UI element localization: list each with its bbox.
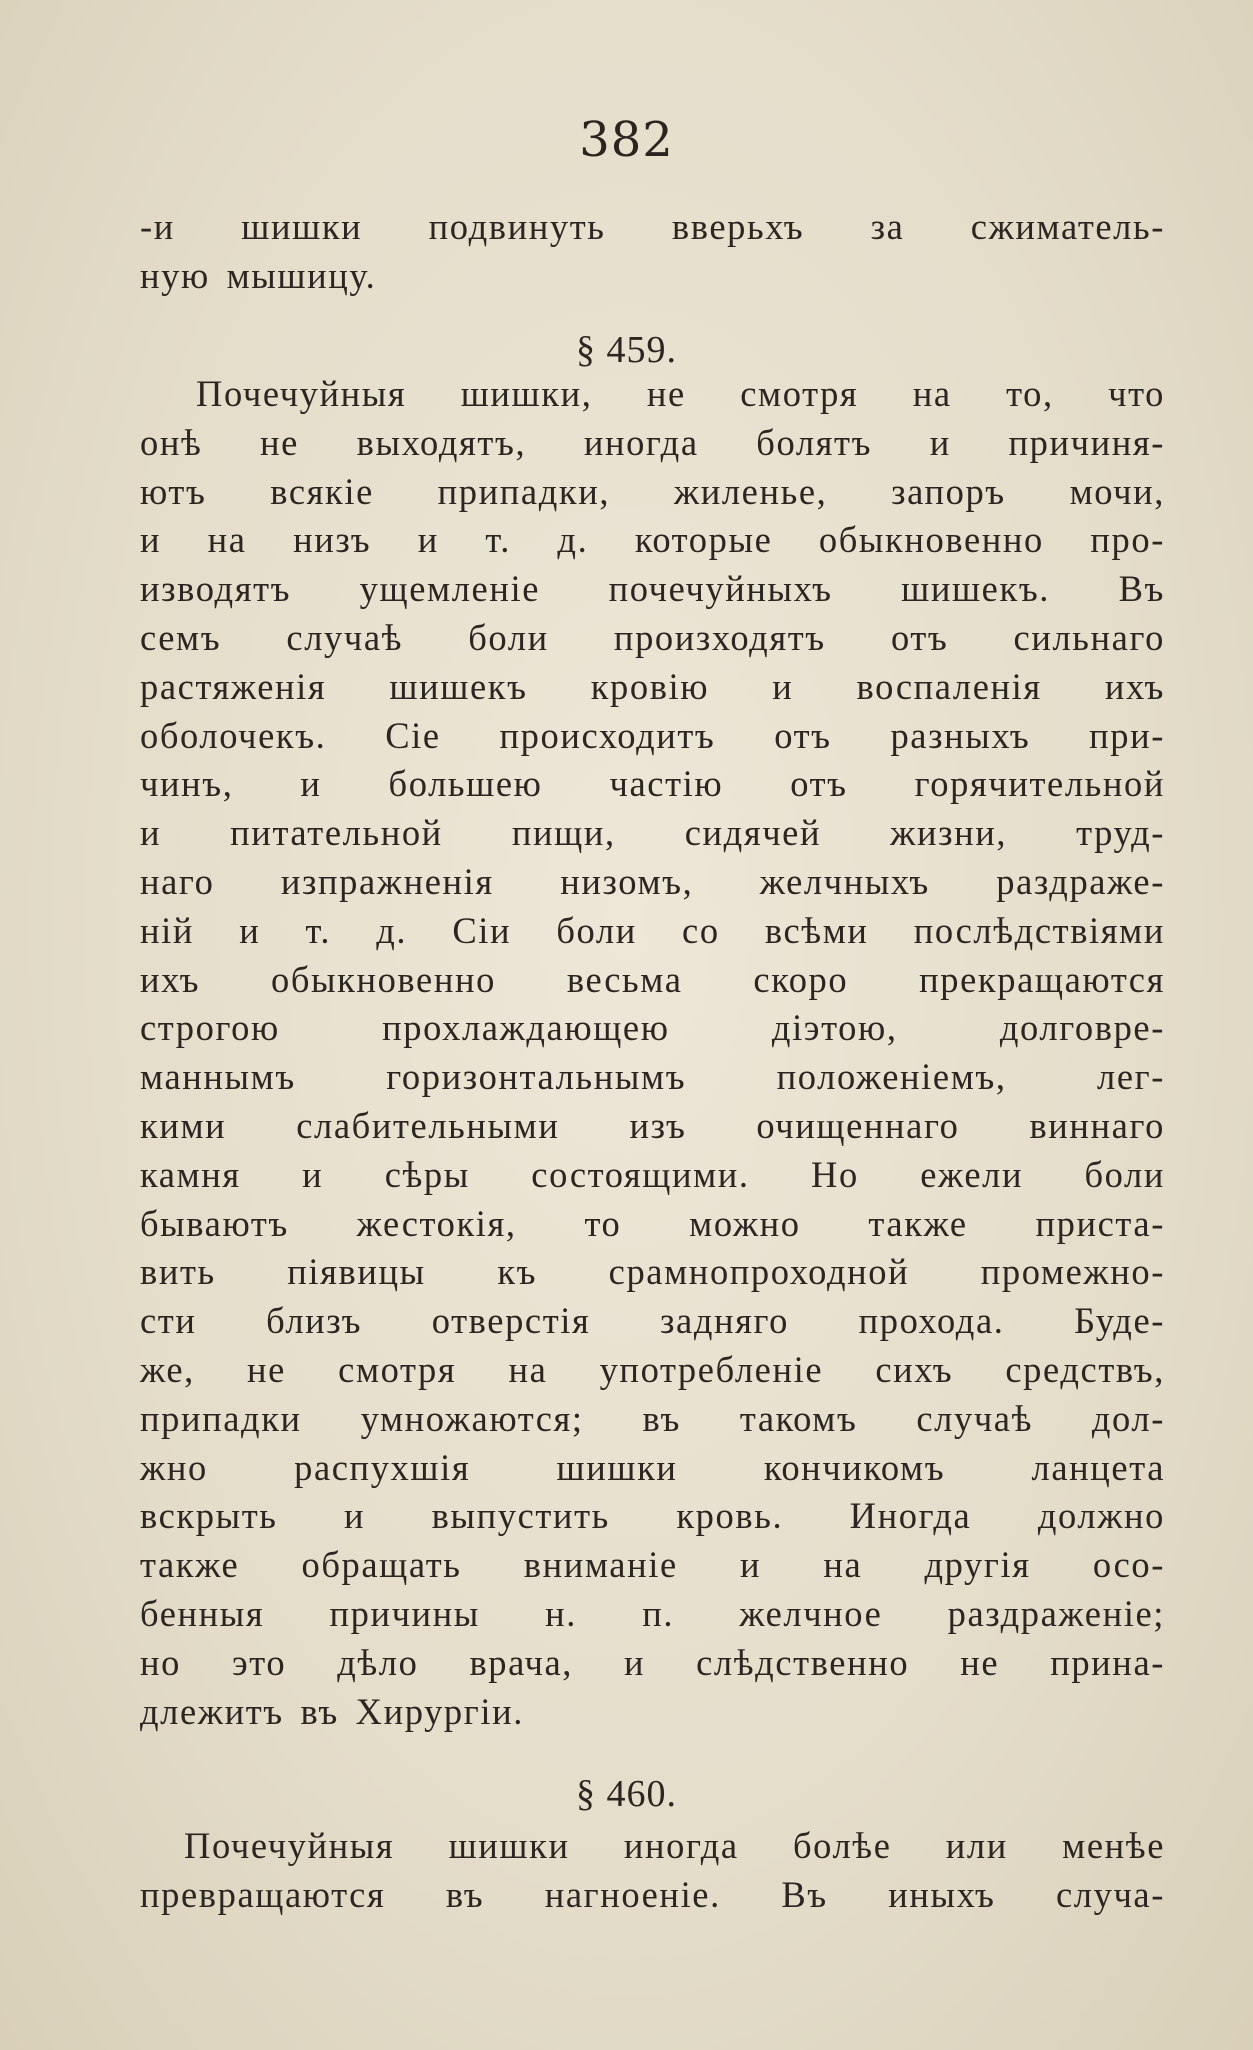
text-line: чинъ, и большею частію отъ горячительной: [140, 763, 1165, 805]
text-line: -и шишки подвинуть вверьхъ за сжиматель-: [140, 206, 1165, 247]
continuation-paragraph: [140, 203, 1165, 301]
text-line: но это дѣло врача, и слѣдственно не прина-: [140, 1641, 1165, 1683]
text-line: семъ случаѣ боли произходятъ отъ сильнаго: [140, 616, 1165, 658]
text-line: ную мышицу.: [140, 254, 377, 296]
section-heading-460: § 460.: [576, 1773, 677, 1815]
text-line: превращаются въ нагноеніе. Въ иныхъ случа-: [140, 1873, 1165, 1915]
text-line: и питательной пищи, сидячей жизни, труд-: [140, 812, 1165, 854]
text-line: растяженія шишекъ кровію и воспаленія ихъ: [140, 665, 1165, 707]
text-line: ихъ обыкновенно весьма скоро прекращаются: [140, 958, 1165, 1000]
text-line: ютъ всякіе припадки, жиленье, запоръ мочи,: [140, 470, 1165, 512]
text-line: бываютъ жестокія, то можно также приста-: [140, 1202, 1165, 1244]
text-line: маннымъ горизонтальнымъ положеніемъ, лег-: [140, 1056, 1165, 1098]
section-460-paragraph: [140, 1822, 1165, 1920]
section-heading-459: § 459.: [576, 329, 677, 371]
text-line: длежитъ въ Хирургіи.: [140, 1690, 524, 1732]
text-line: припадки умножаются; въ такомъ случаѣ дол-: [140, 1397, 1165, 1439]
text-line: наго изпражненія низомъ, желчныхъ раздраже-: [140, 860, 1165, 902]
text-line: же, не смотря на употребленіе сихъ средствъ,: [140, 1348, 1165, 1390]
text-line: жно распухшія шишки кончикомъ ланцета: [140, 1446, 1165, 1488]
text-line: строгою прохлаждающею діэтою, долговре-: [140, 1007, 1165, 1049]
text-line: вить піявицы къ срамнопроходной промежно-: [140, 1251, 1165, 1293]
text-line: изводятъ ущемленіе почечуйныхъ шишекъ. Въ: [140, 568, 1165, 610]
text-line: вскрыть и выпустить кровь. Иногда должно: [140, 1495, 1165, 1537]
text-line: Почечуйныя шишки, не смотря на то, что: [196, 373, 1165, 414]
page-number: 382: [579, 112, 674, 168]
text-line: камня и сѣры состоящими. Но ежели боли: [140, 1153, 1165, 1195]
text-line: онѣ не выходятъ, иногда болятъ и причиня-: [140, 421, 1165, 463]
section-459-paragraph: [140, 370, 1165, 1736]
text-line: кими слабительными изъ очищеннаго виннаго: [140, 1104, 1165, 1146]
text-line: и на низъ и т. д. которые обыкновенно про-: [140, 519, 1165, 561]
text-line: сти близъ отверстія задняго прохода. Буде-: [140, 1300, 1165, 1342]
text-line: Почечуйныя шишки иногда болѣе или менѣе: [184, 1825, 1165, 1866]
text-line: оболочекъ. Сіе происходитъ отъ разныхъ при-: [140, 714, 1165, 756]
text-line: бенныя причины н. п. желчное раздраженіе;: [140, 1592, 1165, 1634]
text-line: также обращать вниманіе и на другія осо-: [140, 1544, 1165, 1586]
text-line: ній и т. д. Сіи боли со всѣми послѣдствіями: [140, 909, 1165, 951]
